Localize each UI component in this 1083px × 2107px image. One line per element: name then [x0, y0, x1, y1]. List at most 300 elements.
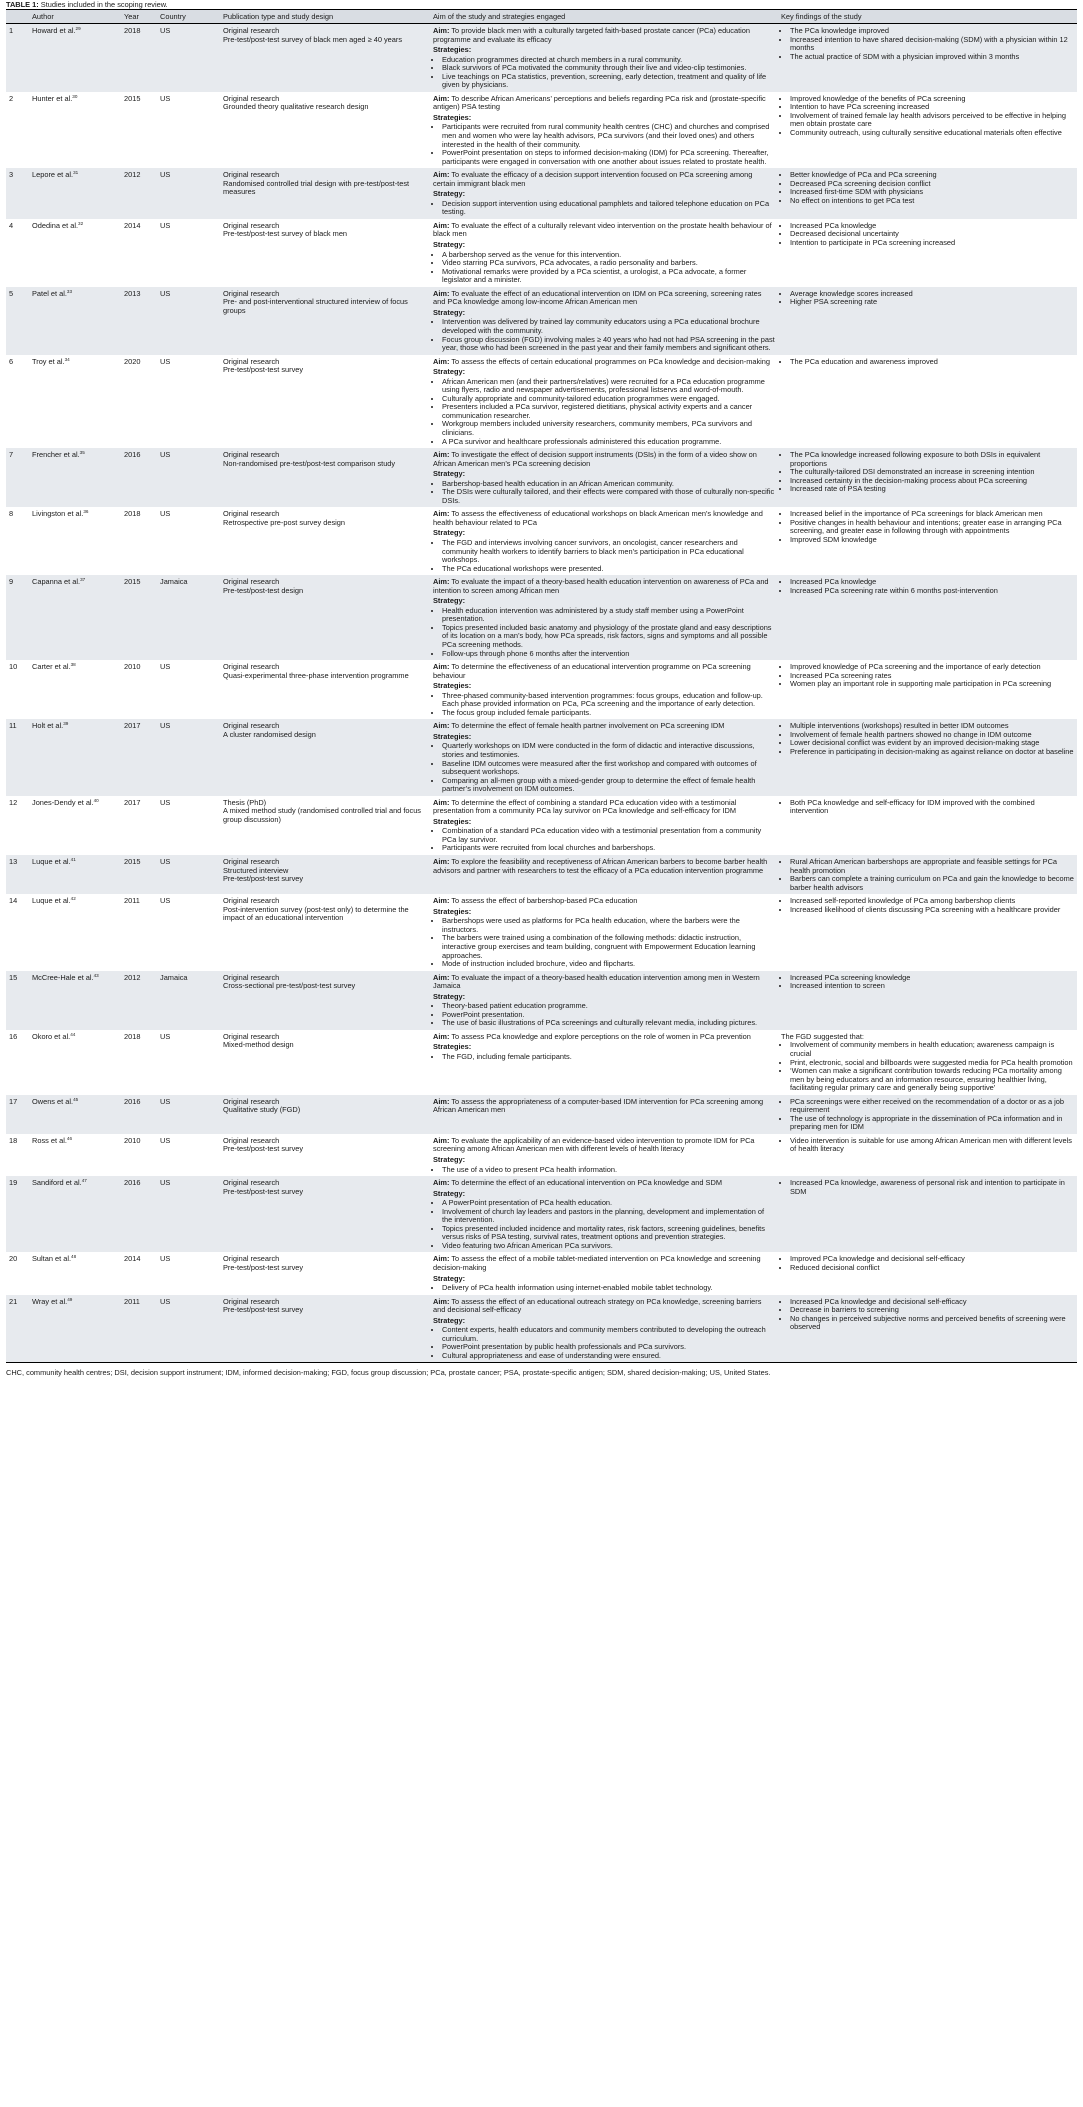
author-reference: 29: [75, 26, 81, 31]
aim-text: [433, 663, 775, 680]
year-cell: 2010: [124, 662, 141, 672]
findings-intro: The FGD suggested that:: [781, 1031, 864, 1041]
country-cell: US: [160, 1254, 171, 1264]
author-name: Jones-Dendy et al.: [32, 797, 94, 807]
aim-text: [433, 451, 775, 468]
table-row: [6, 719, 1077, 795]
strategy-label: Strategies:: [433, 816, 472, 826]
author-reference: 32: [78, 220, 84, 226]
strategy-item: • Workgroup members included university researchers, community members, PCa survivors and clinicians.: [442, 420, 775, 437]
aim-body: To determine the effect of combining a standard PCa education video with a testimonial presentation from a community PCa lay survivor on PCa knowledge and self-efficacy for IDM: [433, 797, 737, 816]
row-number: 21: [9, 1296, 18, 1306]
aim-body: To evaluate the applicability of an evidence-based video intervention to promote IDM for PCa screening among African American men with different levels of health literacy: [433, 1135, 755, 1154]
aim-cell: [430, 1295, 778, 1363]
row-number: 2: [9, 93, 14, 103]
findings-list: [781, 1298, 1074, 1332]
finding-item: • Increased certainty in the decision-making process about PCa screening: [790, 477, 1074, 486]
aim-body: To assess the appropriateness of a computer-based IDM intervention for PCa screening among African American men: [433, 1096, 764, 1115]
aim-label: Aim:: [433, 1031, 450, 1041]
header-country: Country: [160, 11, 186, 21]
country-cell: US: [160, 1296, 171, 1306]
aim-cell: [430, 168, 778, 219]
design-cell: [220, 855, 430, 894]
aim-body: To determine the effectiveness of an educational intervention programme on PCa screening behaviour: [433, 662, 751, 680]
finding-item: • Involvement of female health partners showed no change in IDM outcome: [790, 731, 1074, 740]
findings-list: [781, 510, 1074, 544]
design-line: Original research: [223, 896, 280, 906]
finding-item: • Print, electronic, social and billboards were suggested media for PCa health promotion: [790, 1059, 1074, 1068]
strategy-item: • Content experts, health educators and community members contributed to developing the outreach curriculum.: [442, 1326, 775, 1343]
author-cell: [29, 24, 121, 92]
row-number: 8: [9, 509, 14, 519]
author-name: Capanna et al.: [32, 577, 81, 587]
author-name: McCree-Hale et al.: [32, 972, 94, 982]
finding-item: • Improved knowledge of PCa screening and the importance of early detection: [790, 663, 1074, 672]
row-number: 16: [9, 1031, 18, 1041]
finding-item: • Increased PCa knowledge: [790, 578, 1074, 587]
design-line: A mixed method study (randomised controlled trial and focus group discussion): [223, 806, 422, 824]
aim-body: To assess the effects of certain educational programmes on PCa knowledge and decision-making: [451, 356, 771, 366]
strategy-item: • Theory-based patient education programme.: [442, 1002, 775, 1011]
design-cell: [220, 1295, 430, 1363]
table-caption-label: TABLE 1:: [6, 0, 39, 9]
finding-item: • Intention to participate in PCa screening increased: [790, 239, 1074, 248]
strategy-list: [433, 827, 775, 853]
findings-cell: [778, 1176, 1077, 1252]
aim-cell: [430, 971, 778, 1030]
aim-body: To describe African Americans’ perceptions and beliefs regarding PCa risk and (prostate-specific antigen) PSA testing: [433, 93, 766, 112]
strategy-list: [433, 1002, 775, 1028]
row-number: 11: [9, 721, 17, 731]
finding-item: • Increased belief in the importance of PCa screenings for black American men: [790, 510, 1074, 519]
aim-text: [433, 897, 775, 906]
aim-label: Aim:: [433, 662, 450, 672]
row-number: 19: [9, 1178, 18, 1188]
finding-item: • Improved SDM knowledge: [790, 536, 1074, 545]
table-row: [6, 1095, 1077, 1134]
strategy-list: [433, 1199, 775, 1250]
row-number: 1: [9, 26, 14, 35]
year-cell: 2012: [124, 972, 141, 982]
finding-item: • PCa screenings were either received on the recommendation of a doctor or as a job requirement: [790, 1098, 1074, 1115]
header-aim: Aim of the study and strategies engaged: [433, 11, 566, 21]
design-line: Original research: [223, 1135, 280, 1145]
author-name: Hunter et al.: [32, 93, 73, 103]
finding-item: • Increased PCa screening knowledge: [790, 974, 1074, 983]
strategy-item: • Three-phased community-based intervention programmes: focus groups, education and follow-up. Each phase provided information on PCa, PCa screening and the importance of early detection.: [442, 692, 775, 709]
design-cell: [220, 1134, 430, 1176]
finding-item: • The culturally-tailored DSI demonstrated an increase in screening intention: [790, 468, 1074, 477]
table-row: [6, 575, 1077, 660]
author-cell: [29, 219, 121, 287]
design-line: Original research: [223, 972, 280, 982]
aim-cell: [430, 575, 778, 660]
strategy-label: Strategy:: [433, 367, 466, 377]
aim-label: Aim:: [433, 1178, 450, 1188]
strategy-list: [433, 1166, 775, 1175]
findings-list: [781, 1179, 1074, 1196]
author-reference: 38: [70, 662, 76, 668]
row-number: 17: [9, 1096, 18, 1106]
year-cell: 2017: [124, 721, 141, 731]
author-cell: [29, 448, 121, 507]
aim-cell: [430, 1134, 778, 1176]
findings-cell: [778, 1030, 1077, 1095]
author-cell: [29, 796, 121, 855]
author-name: Sandiford et al.: [32, 1178, 82, 1188]
row-number: 3: [9, 170, 14, 180]
aim-cell: [430, 24, 778, 92]
aim-cell: [430, 1095, 778, 1134]
design-line: Thesis (PhD): [223, 797, 267, 807]
aim-label: Aim:: [433, 1096, 450, 1106]
strategy-list: [433, 378, 775, 446]
year-cell: 2016: [124, 1096, 141, 1106]
strategy-item: • The use of basic illustrations of PCa screenings and culturally relevant media, including pictures.: [442, 1019, 775, 1028]
findings-list: [781, 663, 1074, 689]
year-cell: 2020: [124, 356, 141, 366]
strategy-item: • Combination of a standard PCa education video with a testimonial presentation from a community PCa lay survivor.: [442, 827, 775, 844]
aim-body: To evaluate the impact of a theory-based health education intervention among men in Western Jamaica: [433, 972, 760, 991]
aim-text: [433, 722, 775, 731]
strategy-item: • Black survivors of PCa motivated the community through their live and video-clip testimonies.: [442, 64, 775, 73]
author-cell: [29, 1252, 121, 1294]
header-number: [6, 10, 29, 24]
design-cell: [220, 1252, 430, 1294]
table-row: [6, 1252, 1077, 1294]
design-cell: [220, 894, 430, 970]
year-cell: 2017: [124, 797, 141, 807]
table-row: [6, 507, 1077, 575]
findings-cell: [778, 796, 1077, 855]
finding-item: • Increased self-reported knowledge of PCa among barbershop clients: [790, 897, 1074, 906]
findings-cell: [778, 92, 1077, 168]
design-cell: [220, 219, 430, 287]
aim-cell: [430, 355, 778, 448]
design-line: Original research: [223, 26, 280, 35]
design-line: Original research: [223, 857, 280, 867]
finding-item: • Decreased PCa screening decision conflict: [790, 180, 1074, 189]
finding-item: • Increased PCa knowledge and decisional self-efficacy: [790, 1298, 1074, 1307]
row-number: 13: [9, 857, 18, 867]
aim-label: Aim:: [433, 896, 450, 906]
strategy-item: • Mode of instruction included brochure, video and flipcharts.: [442, 960, 775, 969]
finding-item: • Both PCa knowledge and self-efficacy for IDM improved with the combined intervention: [790, 799, 1074, 816]
author-name: Howard et al.: [32, 26, 76, 35]
findings-list: [781, 1137, 1074, 1154]
aim-text: [433, 1098, 775, 1115]
strategy-item: • Presenters included a PCa survivor, registered dietitians, physical activity experts and a cancer communication researcher.: [442, 403, 775, 420]
author-reference: 40: [93, 797, 99, 803]
year-cell: 2018: [124, 26, 141, 35]
findings-list: [781, 1098, 1074, 1132]
aim-label: Aim:: [433, 356, 450, 366]
strategy-list: [433, 917, 775, 968]
author-name: Holt et al.: [32, 721, 64, 731]
year-cell: 2012: [124, 170, 141, 180]
year-cell: 2016: [124, 1178, 141, 1188]
finding-item: • Increased PCa knowledge: [790, 222, 1074, 231]
finding-item: • Involvement of community members in health education; awareness campaign is crucial: [790, 1041, 1074, 1058]
finding-item: • Video intervention is suitable for use among African American men with different levels of health literacy: [790, 1137, 1074, 1154]
finding-item: • Preference in participating in decision-making as against reliance on doctor at baseline: [790, 748, 1074, 757]
aim-text: [433, 27, 775, 44]
design-line: Pre- and post-interventional structured interview of focus groups: [223, 297, 408, 315]
finding-item: • Increased PCa knowledge, awareness of personal risk and intention to participate in SDM: [790, 1179, 1074, 1196]
design-line: Randomised controlled trial design with pre-test/post-test measures: [223, 178, 410, 197]
country-cell: US: [160, 509, 171, 519]
aim-cell: [430, 287, 778, 355]
strategy-item: • Cultural appropriateness and ease of understanding were ensured.: [442, 1352, 775, 1361]
author-reference: 44: [70, 1031, 76, 1037]
country-cell: US: [160, 1178, 171, 1188]
findings-cell: [778, 894, 1077, 970]
aim-text: [433, 171, 775, 188]
row-number: 20: [9, 1254, 18, 1264]
design-line: Original research: [223, 577, 280, 587]
aim-body: To evaluate the effect of a culturally relevant video intervention on the prostate health behaviour of black men: [433, 220, 772, 239]
table-caption-text: Studies included in the scoping review.: [40, 0, 168, 9]
author-reference: 30: [72, 93, 78, 99]
finding-item: • Multiple interventions (workshops) resulted in better IDM outcomes: [790, 722, 1074, 731]
author-reference: 39: [63, 721, 69, 727]
strategy-list: [433, 1053, 775, 1062]
strategy-list: [433, 1326, 775, 1360]
strategy-label: Strategy:: [433, 596, 466, 606]
aim-cell: [430, 719, 778, 795]
design-line: Original research: [223, 450, 280, 460]
design-cell: [220, 355, 430, 448]
country-cell: US: [160, 896, 171, 906]
country-cell: US: [160, 93, 171, 103]
design-line: Original research: [223, 1096, 280, 1106]
author-reference: 45: [73, 1096, 79, 1102]
row-number: 9: [9, 577, 14, 587]
strategy-list: [433, 56, 775, 90]
country-cell: US: [160, 26, 171, 35]
strategy-label: Strategy:: [433, 307, 466, 317]
author-cell: [29, 168, 121, 219]
findings-cell: [778, 1134, 1077, 1176]
aim-cell: [430, 855, 778, 894]
finding-item: • Increased intention to have shared decision-making (SDM) with a physician within 12 months: [790, 36, 1074, 53]
strategy-item: • Barbershops were used as platforms for PCa health education, where the barbers were the instructors.: [442, 917, 775, 934]
author-name: Odedina et al.: [32, 220, 79, 230]
strategy-list: [433, 692, 775, 718]
year-cell: 2011: [124, 1296, 140, 1306]
strategy-item: • The PCa educational workshops were presented.: [442, 565, 775, 574]
findings-list: [781, 290, 1074, 307]
country-cell: US: [160, 857, 171, 867]
strategy-label: Strategy:: [433, 189, 466, 199]
aim-body: To assess the effectiveness of educational workshops on black American men’s knowledge and health behaviour related to PCa: [433, 509, 763, 527]
aim-text: [433, 1298, 775, 1315]
strategy-item: • Barbershop-based health education in an African American community.: [442, 480, 775, 489]
findings-cell: [778, 1252, 1077, 1294]
finding-item: • Lower decisional conflict was evident by an improved decision-making stage: [790, 739, 1074, 748]
author-name: Ross et al.: [32, 1135, 67, 1145]
finding-item: • ‘Women can make a significant contribution towards reducing PCa mortality among men by being educators and an information resource, ensuring healthier living, facilitating regular primary care and generally being supportive’: [790, 1067, 1074, 1093]
author-reference: 35: [79, 450, 85, 456]
strategy-list: [433, 123, 775, 166]
design-cell: [220, 168, 430, 219]
finding-item: • Decreased decisional uncertainty: [790, 230, 1074, 239]
strategy-item: • The FGD and interviews involving cancer survivors, an oncologist, cancer researchers and community health workers to identify barriers to black men’s participation in PCa educational workshops.: [442, 539, 775, 565]
table-caption: [6, 0, 1077, 9]
findings-list: [781, 222, 1074, 248]
author-cell: [29, 507, 121, 575]
row-number: 5: [9, 288, 14, 298]
aim-body: To determine the effect of female health partner involvement on PCa screening IDM: [451, 721, 725, 731]
findings-cell: [778, 1295, 1077, 1363]
author-reference: 48: [71, 1254, 77, 1260]
strategy-item: • A barbershop served as the venue for this intervention.: [442, 251, 775, 260]
finding-item: • Women play an important role in supporting male participation in PCa screening: [790, 680, 1074, 689]
author-reference: 34: [64, 356, 70, 362]
table-row: [6, 1134, 1077, 1176]
aim-text: [433, 1179, 775, 1188]
aim-body: To determine the effect of an educational intervention on PCa knowledge and SDM: [451, 1178, 722, 1188]
row-number: 6: [9, 356, 14, 366]
country-cell: US: [160, 1096, 171, 1106]
design-line: Original research: [223, 220, 280, 230]
findings-list: [781, 974, 1074, 991]
year-cell: 2013: [124, 288, 141, 298]
findings-cell: [778, 168, 1077, 219]
aim-cell: [430, 1176, 778, 1252]
findings-cell: [778, 971, 1077, 1030]
design-cell: [220, 287, 430, 355]
findings-list: [781, 1255, 1074, 1272]
author-name: Troy et al.: [32, 356, 65, 366]
design-line: Qualitative study (FGD): [223, 1105, 301, 1115]
author-name: Carter et al.: [32, 662, 71, 672]
aim-cell: [430, 1252, 778, 1294]
design-line: Original research: [223, 662, 280, 672]
aim-label: Aim:: [433, 1254, 450, 1264]
country-cell: US: [160, 1031, 171, 1041]
aim-text: [433, 858, 775, 875]
country-cell: US: [160, 170, 171, 180]
finding-item: • The PCa education and awareness improved: [790, 358, 1074, 367]
design-cell: [220, 24, 430, 92]
design-line: Quasi-experimental three-phase intervention programme: [223, 670, 409, 680]
header-design: Publication type and study design: [223, 11, 334, 21]
aim-label: Aim:: [433, 972, 450, 982]
strategy-list: [433, 539, 775, 573]
year-cell: 2015: [124, 857, 141, 867]
strategy-item: • Participants were recruited from local churches and barbershops.: [442, 844, 775, 853]
strategy-item: • Focus group discussion (FGD) involving males ≥ 40 years who had not had PSA screening in the past year, those who had been screened in the past year and their family members and significant others.: [442, 336, 775, 353]
author-reference: 41: [70, 857, 76, 863]
finding-item: • Improved PCa knowledge and decisional self-efficacy: [790, 1255, 1074, 1264]
table-row: [6, 1030, 1077, 1095]
country-cell: US: [160, 721, 171, 731]
finding-item: • Intention to have PCa screening increased: [790, 103, 1074, 112]
aim-text: [433, 1255, 775, 1272]
author-cell: [29, 971, 121, 1030]
finding-item: • No effect on intentions to get PCa test: [790, 197, 1074, 206]
strategy-item: • The use of a video to present PCa health information.: [442, 1166, 775, 1175]
strategy-item: • A PowerPoint presentation of PCa health education.: [442, 1199, 775, 1208]
author-cell: [29, 575, 121, 660]
strategy-item: • The focus group included female participants.: [442, 709, 775, 718]
aim-body: To assess PCa knowledge and explore perceptions on the role of women in PCa prevention: [451, 1031, 751, 1041]
year-cell: 2018: [124, 1031, 141, 1041]
finding-item: • Increased rate of PSA testing: [790, 485, 1074, 494]
year-cell: 2011: [124, 896, 140, 906]
strategy-item: • Live teachings on PCa statistics, prevention, screening, early detection, treatment and quality of life given by physicians.: [442, 73, 775, 90]
strategy-item: • Quarterly workshops on IDM were conducted in the form of didactic and interactive discussions, stories and testimonies.: [442, 742, 775, 759]
strategy-list: [433, 742, 775, 793]
findings-cell: [778, 24, 1077, 92]
strategy-label: Strategy:: [433, 1188, 466, 1198]
strategy-label: Strategies:: [433, 112, 472, 122]
finding-item: • Increased PCa screening rate within 6 months post-intervention: [790, 587, 1074, 596]
findings-list: [781, 95, 1074, 138]
author-cell: [29, 287, 121, 355]
country-cell: US: [160, 356, 171, 366]
design-line: Original research: [223, 721, 280, 731]
row-number: 7: [9, 450, 14, 460]
table-row: [6, 219, 1077, 287]
finding-item: • Increased intention to screen: [790, 982, 1074, 991]
design-line: Pre-test/post-test survey: [223, 1305, 304, 1315]
aim-cell: [430, 796, 778, 855]
strategy-item: • Topics presented included basic anatomy and physiology of the prostate gland and easy descriptions of its location on a man’s body, how PCa spreads, risk factors, signs and symptoms and all possible PCa screening methods.: [442, 624, 775, 650]
author-cell: [29, 1295, 121, 1363]
row-number: 18: [9, 1135, 18, 1145]
finding-item: • Higher PSA screening rate: [790, 298, 1074, 307]
aim-body: To evaluate the impact of a theory-based health education intervention on awareness of PCa and intention to screen among African men: [433, 577, 769, 595]
strategy-item: • The DSIs were culturally tailored, and their effects were compared with those of culturally non-specific DSIs.: [442, 488, 775, 505]
country-cell: US: [160, 220, 171, 230]
design-cell: [220, 660, 430, 719]
finding-item: • The PCa knowledge improved: [790, 27, 1074, 36]
design-line: Pre-test/post-test survey: [223, 874, 304, 884]
author-name: Patel et al.: [32, 288, 67, 298]
finding-item: • Rural African American barbershops are appropriate and feasible settings for PCa health promotion: [790, 858, 1074, 875]
design-line: A cluster randomised design: [223, 729, 316, 739]
strategy-item: • PowerPoint presentation by public health professionals and PCa survivors.: [442, 1343, 775, 1352]
author-reference: 43: [93, 972, 99, 978]
strategy-item: • Video starring PCa survivors, PCa advocates, a radio personality and barbers.: [442, 259, 775, 268]
table-footnote: CHC, community health centres; DSI, decision support instrument; IDM, informed decision-making; FGD, focus group discussion; PCa, prostate cancer; PSA, prostate-specific antigen; SDM, shared decision-making; US, United States.: [6, 1368, 771, 1378]
strategy-list: [433, 480, 775, 506]
design-line: Pre-test/post-test survey of black men aged ≥ 40 years: [223, 34, 403, 44]
findings-list: [781, 27, 1074, 61]
author-name: Lepore et al.: [32, 170, 74, 180]
findings-list: [781, 578, 1074, 595]
strategy-item: • Delivery of PCa health information using internet-enabled mobile tablet technology.: [442, 1284, 775, 1293]
year-cell: 2010: [124, 1135, 141, 1145]
aim-cell: [430, 448, 778, 507]
design-line: Cross-sectional pre-test/post-test survey: [223, 981, 356, 991]
table-row: [6, 355, 1077, 448]
design-line: Grounded theory qualitative research design: [223, 102, 369, 112]
finding-item: • Increased first-time SDM with physicians: [790, 188, 1074, 197]
finding-item: • Involvement of trained female lay health advisors perceived to be effective in helping men obtain prostate care: [790, 112, 1074, 129]
strategy-label: Strategies:: [433, 906, 472, 916]
finding-item: • Increased likelihood of clients discussing PCa screening with a healthcare provider: [790, 906, 1074, 915]
strategy-item: • Education programmes directed at church members in a rural community.: [442, 56, 775, 65]
strategy-list: [433, 251, 775, 285]
strategy-item: • The barbers were trained using a combination of the following methods: didactic instruction, interactive group exercises and team building, congruent with Empowerment Education learning approaches.: [442, 934, 775, 960]
finding-item: • Reduced decisional conflict: [790, 1264, 1074, 1273]
table-row: [6, 287, 1077, 355]
author-reference: 36: [83, 509, 89, 515]
findings-list: [781, 171, 1074, 205]
